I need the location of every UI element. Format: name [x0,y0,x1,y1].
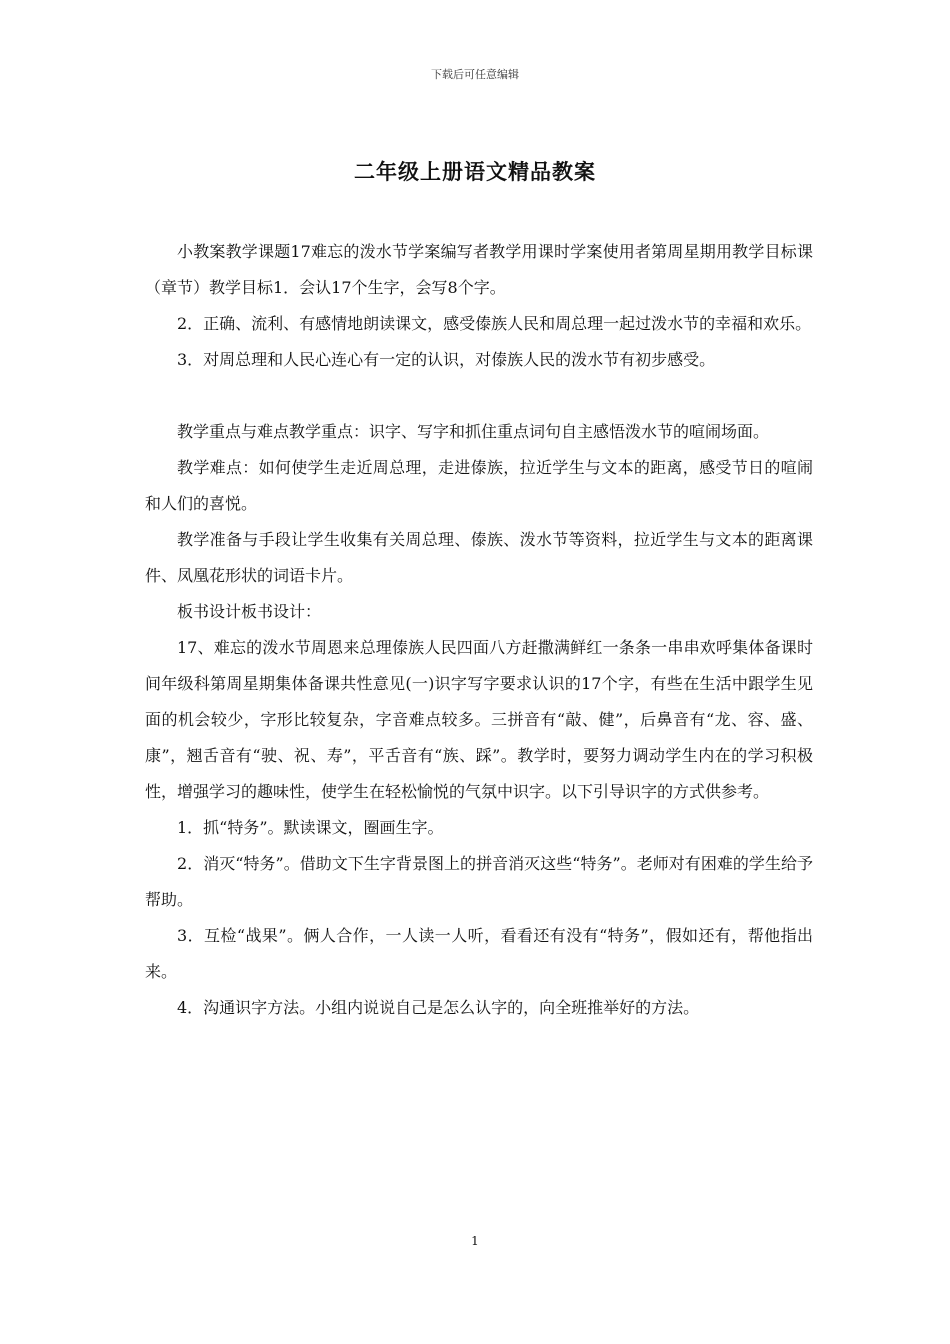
paragraph-preparation: 教学准备与手段让学生收集有关周总理、傣族、泼水节等资料，拉近学生与文本的距离课件、凤凰花形状的词语卡片。 [145,530,813,585]
paragraph-step-4: 4．沟通识字方法。小组内说说自己是怎么认字的，向全班推举好的方法。 [177,998,700,1017]
paragraph-lesson-content: 17、难忘的泼水节周恩来总理傣族人民四面八方赶撒满鲜红一条条一串串欢呼集体备课时间年级科第周星期集体备课共性意见(一)识字写字要求认识的17个字，有些在生活中跟学生见面的机会较少，字形比较复杂，字音难点较多。三拼音有“敲、健”，后鼻音有“龙、容、盛、康”，翘舌音有“驶、祝、寿”，平舌音有“族、踩”。教学时，要努力调动学生内在的学习积极性，增强学习的趣味性，使学生在轻松愉悦的气氛中识字。以下引导识字的方式供参考。 [145,638,813,801]
paragraph-key-points: 教学重点与难点教学重点：识字、写字和抓住重点词句自主感悟泼水节的喧闹场面。 [177,422,770,441]
header-note: 下载后可任意编辑 [431,68,519,81]
paragraph-objective-2: 2．正确、流利、有感情地朗读课文，感受傣族人民和周总理一起过泼水节的幸福和欢乐。 [177,314,812,333]
paragraph-board-design: 板书设计板书设计： [177,602,322,621]
paragraph-step-2: 2．消灭“特务”。借助文下生字背景图上的拼音消灭这些“特务”。老师对有困难的学生给予帮助。 [145,854,813,909]
paragraph-objectives: 小教案教学课题17难忘的泼水节学案编写者教学用课时学案使用者第周星期用教学目标课（章节）教学目标1．会认17个生字，会写8个字。 [145,242,813,297]
page-number: 1 [471,1234,479,1248]
document-body [145,234,813,1026]
document-title: 二年级上册语文精品教案 [354,160,596,184]
paragraph-difficulties: 教学难点：如何使学生走近周总理，走进傣族，拉近学生与文本的距离，感受节日的喧闹和人们的喜悦。 [145,458,813,513]
paragraph-objective-3: 3．对周总理和人民心连心有一定的认识，对傣族人民的泼水节有初步感受。 [177,350,716,369]
paragraph-step-3: 3．互检“战果”。俩人合作，一人读一人听，看看还有没有“特务”，假如还有，帮他指出来。 [145,926,813,981]
paragraph-step-1: 1．抓“特务”。默读课文，圈画生字。 [177,818,444,837]
